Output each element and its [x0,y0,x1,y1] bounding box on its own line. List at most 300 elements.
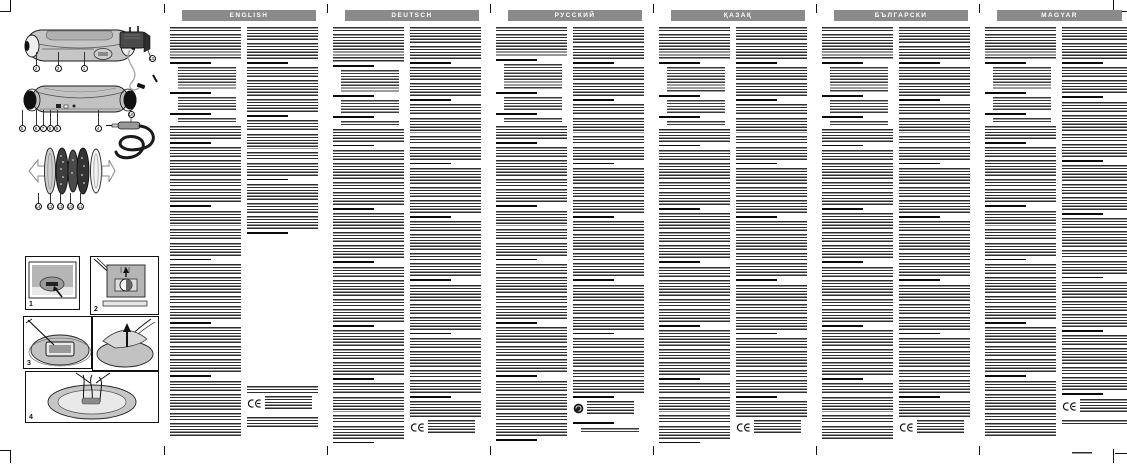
greeked-paragraph [1062,301,1127,311]
greeked-heading [899,163,940,165]
greeked-heading [333,442,374,444]
greeked-list [993,118,1051,122]
greeked-heading [333,116,374,118]
greeked-paragraph [247,203,318,213]
greeked-paragraph [170,147,241,157]
greeked-paragraph [736,401,807,417]
column-tick-bottom [164,446,165,455]
greeked-paragraph [247,417,318,427]
greeked-heading [985,142,1026,144]
greeked-paragraph [899,234,970,250]
greeked-paragraph [1062,420,1127,424]
greeked-heading [985,113,1026,115]
greeked-list [830,100,888,113]
greeked-paragraph [410,221,481,231]
greeked-paragraph [573,263,644,276]
step-number: 4 [29,414,33,421]
greeked-paragraph [736,104,807,114]
greeked-paragraph [659,415,730,422]
greeked-paragraph [333,192,404,205]
greeked-paragraph [822,192,893,205]
callout-leader-line [50,110,51,125]
greeked-paragraph [333,426,404,439]
ce-mark-icon [736,420,751,438]
greeked-paragraph [822,213,893,229]
callout-leader-line [58,52,59,65]
greeked-heading [496,113,537,115]
greeked-paragraph [985,160,1056,176]
greeked-heading [573,396,614,398]
greeked-heading [1062,393,1103,395]
part-callout-14: 14 [35,203,41,209]
greeked-paragraph [496,126,567,139]
callout-leader-line [22,110,23,125]
greeked-paragraph [822,27,893,31]
greeked-heading [170,92,211,94]
greeked-heading [170,113,211,115]
greeked-paragraph [659,349,730,359]
greeked-heading [496,92,537,94]
greeked-heading [410,163,451,165]
greeked-heading [822,208,863,210]
greeked-paragraph [333,213,404,229]
greeked-paragraph [410,401,481,417]
greeked-paragraph [573,46,644,59]
greeked-paragraph [736,253,807,260]
part-callout-1: 1 [81,65,88,72]
greeked-paragraph [1062,261,1127,274]
greeked-paragraph [659,245,730,258]
greeked-heading [822,325,863,327]
greeked-heading [659,208,700,210]
text-column-2 [899,27,970,457]
greeked-paragraph [917,420,964,433]
greeked-paragraph [736,147,807,160]
greeked-paragraph [333,383,404,393]
ce-mark-icon [1062,399,1077,417]
callout-leader-line [36,110,37,125]
greeked-paragraph [496,34,567,56]
greeked-paragraph [496,147,567,157]
greeked-paragraph [736,136,807,143]
greeked-paragraph [333,163,404,179]
greeked-list [830,67,888,92]
callout-leader-line [84,52,85,65]
greeked-paragraph [985,34,1056,59]
greeked-heading [247,179,288,181]
greeked-paragraph [265,396,312,409]
greeked-paragraph [428,420,475,433]
column-tick-top [490,4,491,13]
greeked-paragraph [496,359,567,372]
greeked-paragraph [410,118,481,134]
greeked-paragraph [736,380,807,393]
greeked-heading [899,216,940,218]
text-column-2 [410,27,481,457]
grinding-discs-illustration [24,146,116,196]
greeked-heading [170,205,211,207]
greeked-paragraph [1062,144,1127,157]
greeked-paragraph [170,189,241,202]
greeked-heading [170,259,211,261]
greeked-paragraph [170,211,241,227]
greeked-heading [1062,330,1103,332]
greeked-paragraph [822,232,893,242]
power-adapter-illustration [112,26,158,104]
greeked-heading [659,325,700,327]
part-callout-10: 10 [67,203,73,209]
greeked-paragraph [1062,43,1127,59]
greeked-heading [496,375,537,377]
language-section-russian [496,0,644,464]
greeked-paragraph [736,263,807,276]
greeked-paragraph [496,243,567,256]
greeked-paragraph [410,263,481,276]
certification-mark-block [573,401,644,419]
callout-leader-line [80,193,81,203]
print-code [1072,452,1092,455]
greeked-paragraph [333,150,404,160]
greeked-paragraph [410,136,481,143]
greeked-paragraph [736,221,807,231]
greeked-paragraph [659,27,730,31]
gap [247,237,318,386]
greeked-paragraph [736,304,807,314]
greeked-heading [1062,277,1103,279]
greeked-heading [573,422,614,424]
greeked-paragraph [170,179,241,186]
greeked-paragraph [170,277,241,293]
greeked-paragraph [410,187,481,197]
greeked-heading [573,216,614,218]
text-column-1 [985,27,1056,457]
greeked-paragraph [985,211,1056,227]
power-cord-illustration [104,110,158,166]
callout-leader-line [57,110,58,125]
greeked-paragraph [573,118,644,134]
greeked-paragraph [659,426,730,439]
greeked-list [504,64,562,89]
greeked-paragraph [822,299,893,306]
part-callout-2: 2 [33,65,40,72]
greeked-paragraph [985,327,1056,343]
greeked-paragraph [247,152,318,159]
greeked-paragraph [333,309,404,322]
step-open-lid-figure [92,316,159,371]
part-callout-11: 11 [77,203,83,209]
greeked-paragraph [496,277,567,293]
greeked-heading [822,95,863,97]
greeked-paragraph [170,394,241,410]
greeked-heading [496,205,537,207]
greeked-list [830,121,888,125]
greeked-paragraph [985,296,1056,303]
greeked-paragraph [659,362,730,375]
greeked-paragraph [899,67,970,80]
step-3-figure [23,316,92,369]
greeked-paragraph [333,415,404,422]
greeked-list [178,97,236,110]
greeked-heading [659,145,700,147]
greeked-paragraph [410,304,481,314]
greeked-paragraph [170,229,241,239]
column-tick-bottom [327,446,328,455]
greeked-paragraph [736,370,807,377]
greeked-paragraph [410,351,481,367]
greeked-heading [985,322,1026,324]
greeked-paragraph [333,280,404,296]
greeked-paragraph [899,285,970,301]
column-tick-bottom [490,446,491,455]
callout-leader-line [70,193,71,203]
column-tick-top [816,4,817,13]
column-tick-top [164,4,165,13]
greeked-paragraph [736,168,807,184]
language-header-magyar: MAGYAR [997,10,1122,21]
greeked-paragraph [1062,231,1127,247]
part-callout-12: 12 [47,203,53,209]
greeked-heading [573,163,614,165]
ce-mark-block [410,420,481,438]
part-callout-5: 5 [19,125,26,132]
greeked-paragraph [170,359,241,372]
greeked-paragraph [170,126,241,139]
greeked-paragraph [822,280,893,296]
greeked-paragraph [247,184,318,200]
step-1-figure [25,256,80,310]
greeked-paragraph [247,120,318,130]
greeked-paragraph [1062,377,1127,390]
greeked-paragraph [822,426,893,439]
greeked-heading [659,62,700,64]
greeked-heading [822,62,863,64]
greeked-paragraph [170,243,241,256]
greeked-heading [496,259,537,261]
greeked-paragraph [333,349,404,359]
greeked-list [667,121,725,125]
greeked-heading [410,62,451,64]
greeked-paragraph [822,362,893,375]
callout-leader-line [60,193,61,203]
greeked-paragraph [170,27,241,31]
greeked-paragraph [899,317,970,330]
greeked-paragraph [899,304,970,314]
greeked-paragraph [573,317,644,330]
greeked-paragraph [333,362,404,375]
greeked-paragraph [822,383,893,393]
greeked-heading [573,62,614,64]
greeked-paragraph [899,338,970,348]
greeked-heading [333,145,374,147]
greeked-heading [985,259,1026,261]
greeked-list [341,100,399,113]
greeked-heading [736,396,777,398]
greeked-paragraph [496,394,567,410]
greeked-paragraph [170,413,241,420]
language-section-kazakh [659,0,807,464]
greeked-heading [573,279,614,281]
greeked-paragraph [333,397,404,413]
greeked-heading [496,59,537,61]
language-header-kazakh: ҚАЗАҚ [671,10,805,21]
greeked-paragraph [247,80,318,96]
greeked-heading [899,396,940,398]
greeked-heading [1062,62,1103,64]
language-section-english [170,0,318,464]
greeked-paragraph [736,67,807,80]
part-callout-8: 8 [47,125,54,132]
ce-mark-block [736,420,807,438]
greeked-heading [736,99,777,101]
greeked-paragraph [410,370,481,377]
greeked-paragraph [736,118,807,134]
callout-leader-line [43,110,44,125]
ce-mark-block [1062,399,1127,417]
greeked-paragraph [659,213,730,229]
greeked-heading [659,378,700,380]
greeked-paragraph [659,150,730,160]
greeked-paragraph [1062,348,1127,364]
greeked-paragraph [822,129,893,142]
part-callout-6: 6 [33,125,40,132]
text-column-2 [1062,27,1127,457]
greeked-paragraph [573,234,644,250]
greeked-heading [247,115,288,117]
greeked-paragraph [410,317,481,330]
greeked-paragraph [985,243,1056,256]
greeked-paragraph [985,147,1056,157]
greeked-heading [736,216,777,218]
greeked-paragraph [170,423,241,436]
greeked-paragraph [333,182,404,189]
greeked-paragraph [985,264,1056,274]
step-number: 3 [27,360,31,367]
greeked-paragraph [170,34,241,59]
part-callout-3: 3 [55,65,62,72]
greeked-paragraph [985,277,1056,293]
greeked-paragraph [496,264,567,274]
greeked-paragraph [333,267,404,277]
greeked-heading [899,333,940,335]
greeked-paragraph [736,234,807,250]
greeked-heading [1062,160,1103,162]
greeked-heading [410,99,451,101]
greeked-paragraph [1062,115,1127,131]
greeked-heading [1062,213,1103,215]
greeked-heading [410,279,451,281]
greeked-paragraph [496,296,567,303]
greeked-paragraph [170,381,241,391]
greeked-heading [822,145,863,147]
greeked-paragraph [1080,399,1127,412]
greeked-heading [410,333,451,335]
greeked-heading [333,378,374,380]
greeked-paragraph [736,338,807,348]
greeked-paragraph [822,330,893,346]
greeked-heading [333,95,374,97]
greeked-paragraph [822,182,893,189]
greeked-paragraph [1062,134,1127,141]
column-tick-top [327,4,328,13]
part-callout-4: 4 [95,125,102,132]
greeked-paragraph [410,46,481,59]
greeked-heading [1062,96,1103,98]
greeked-paragraph [1062,102,1127,112]
greeked-paragraph [410,338,481,348]
greeked-paragraph [736,83,807,96]
greeked-paragraph [573,380,644,393]
step-2-figure [90,256,159,315]
greeked-paragraph [1062,367,1127,374]
greeked-list [178,67,236,89]
greeked-paragraph [573,27,644,43]
greeked-paragraph [736,43,807,59]
round-certification-icon [573,401,584,419]
greeked-paragraph [333,129,404,142]
callout-leader-line [50,193,51,203]
greeked-paragraph [985,381,1056,391]
greeked-heading [822,378,863,380]
greeked-paragraph [659,163,730,179]
greeked-paragraph [333,330,404,346]
greeked-paragraph [1062,184,1127,194]
greeked-paragraph [247,67,318,77]
greeked-list [178,118,236,122]
greeked-list [667,100,725,113]
greeked-heading [822,116,863,118]
greeked-paragraph [985,394,1056,410]
greeked-paragraph [899,380,970,393]
text-column-2 [736,27,807,457]
greeked-paragraph [985,413,1056,420]
greeked-paragraph [1062,80,1127,93]
greeked-paragraph [659,383,730,393]
greeked-paragraph [899,136,970,143]
greeked-paragraph [822,267,893,277]
greeked-paragraph [754,420,801,433]
greeked-paragraph [985,189,1056,202]
greeked-heading [496,439,537,441]
greeked-heading [573,99,614,101]
greeked-paragraph [587,401,634,414]
greeked-heading [333,325,374,327]
greeked-paragraph [496,27,567,31]
greeked-heading [899,99,940,101]
greeked-paragraph [899,46,970,59]
greeked-paragraph [899,27,970,43]
greeked-heading [170,322,211,324]
greeked-list [341,121,399,125]
greeked-paragraph [333,27,404,31]
greeked-paragraph [247,163,318,176]
greeked-paragraph [496,423,567,436]
greeked-heading [496,322,537,324]
ce-mark-icon [899,420,914,438]
column-tick-bottom [653,446,654,455]
greeked-heading [985,205,1026,207]
greeked-paragraph [573,338,644,348]
greeked-paragraph [496,381,567,391]
greeked-paragraph [899,147,970,160]
greeked-paragraph [573,136,644,143]
greeked-paragraph [573,83,644,96]
greeked-heading [736,62,777,64]
greeked-paragraph [170,346,241,356]
greeked-heading [985,375,1026,377]
language-section-bulgarian [822,0,970,464]
greeked-paragraph [822,34,893,59]
greeked-paragraph [1062,314,1127,327]
